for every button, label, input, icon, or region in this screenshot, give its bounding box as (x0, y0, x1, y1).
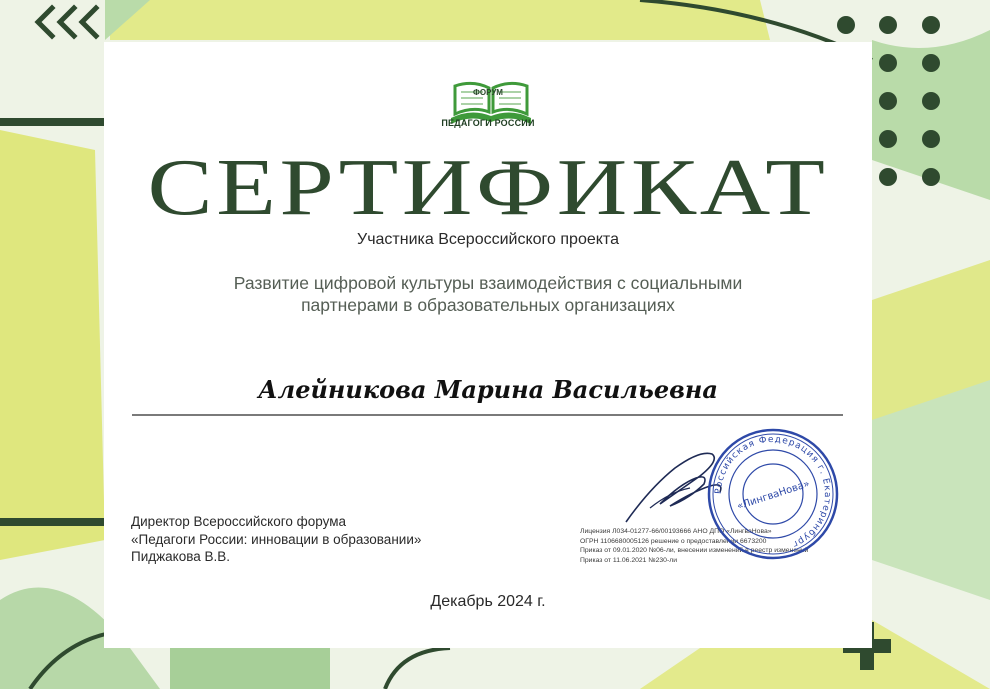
stamp-seal (705, 426, 841, 562)
green-shape-bottom (170, 648, 330, 689)
project-name (164, 272, 812, 316)
dark-arc-bottom (385, 648, 450, 689)
chevrons-icon (38, 8, 96, 36)
recipient-name: Алейникова Марина Васильевна (258, 375, 718, 404)
certificate-subtitle: Участника Всероссийского проекта (357, 231, 619, 248)
director-line-1: Директор Всероссийского форума (131, 514, 346, 529)
stamp-center-text: «ЛингваНова» (735, 478, 812, 513)
certificate-date: Декабрь 2024 г. (430, 593, 546, 610)
license-line-3: Приказ от 09.01.2020 №06-ли, внесении изменений в реестр изменений (580, 547, 809, 555)
project-line-2: партнерами в образовательных организациях (301, 295, 675, 315)
license-line-1: Лицензия Л034-01277-66/00193666 АНО ДПО «ЛингваНова» (580, 528, 772, 535)
director-line-2: «Педагоги России: инновации в образовании» (131, 531, 422, 547)
name-underline (132, 414, 843, 416)
lime-shape-top (110, 0, 770, 40)
certificate-title: СЕРТИФИКАТ (147, 144, 829, 232)
certificate-card (104, 42, 872, 648)
director-block (131, 513, 491, 566)
left-stripe-1 (0, 118, 104, 126)
license-line-4: Приказ от 11.06.2021 №230-ли (580, 556, 677, 564)
logo-top-text: ФОРУМ (473, 88, 503, 97)
logo-bottom-text: ПЕДАГОГИ РОССИИ (441, 118, 535, 128)
director-name: Пиджакова В.В. (131, 549, 231, 564)
project-line-1: Развитие цифровой культуры взаимодействия с социальными (233, 273, 743, 293)
license-line-2: ОГРН 1106680005126 решение о предоставлении 6673200 (580, 537, 767, 545)
stamp-ring-text: Российская Федерация г. Екатеринбург (713, 434, 833, 550)
left-stripe-2 (0, 518, 104, 526)
